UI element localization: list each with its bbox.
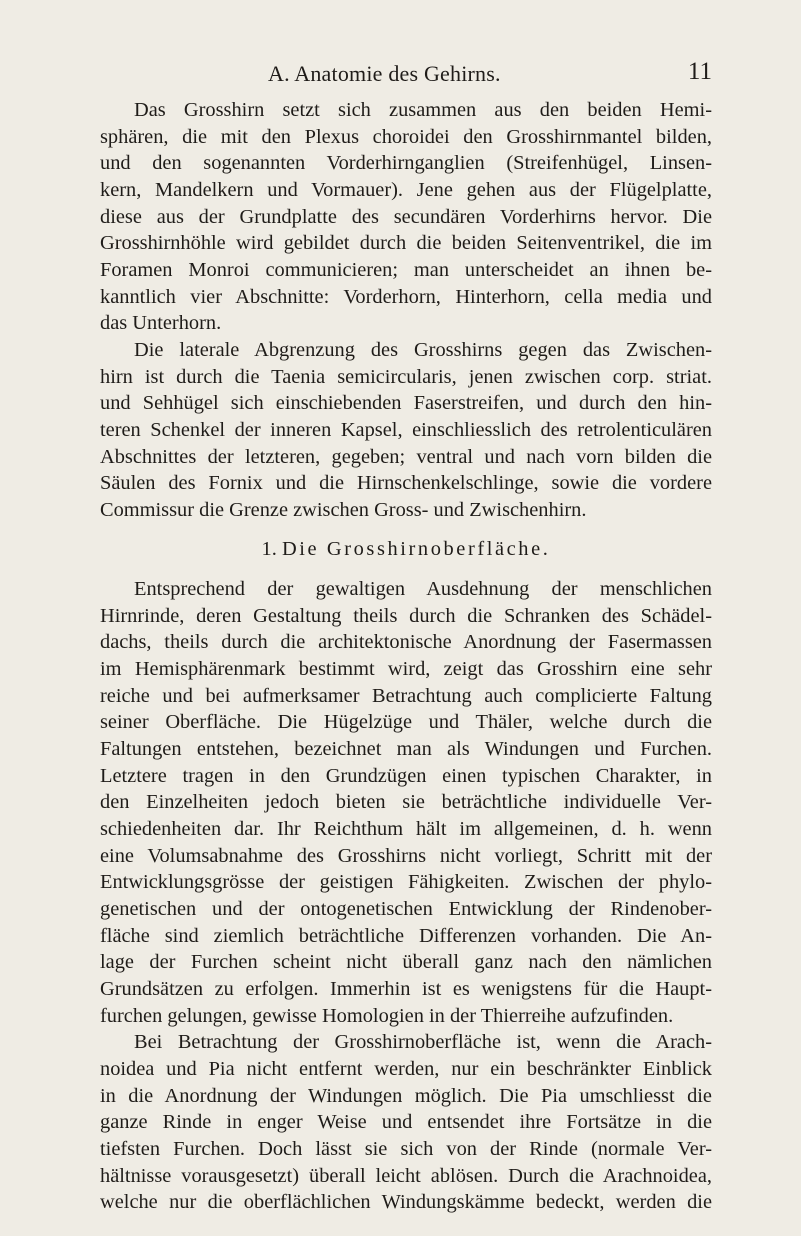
running-title: A. Anatomie des Gehirns.: [268, 61, 501, 86]
paragraph-4: [100, 1029, 712, 1216]
text-line: noidea und Pia nicht entfernt werden, nur ein beschränkter Einblick: [100, 1057, 712, 1080]
text-line: Grundsätzen zu erfolgen. Immerhin ist es wenigstens für die Haupt-: [100, 978, 712, 1000]
text-line: Das Grosshirn setzt sich zusammen aus den beiden Hemi-: [134, 99, 712, 121]
text-line: Abschnittes der letzteren, gegeben; ventral und nach vorn bilden die: [100, 445, 712, 468]
text-line: hältnisse vorausgesetzt) überall leicht ablösen. Durch die Arachnoidea,: [100, 1164, 712, 1187]
text-line: und Sehhügel sich einschiebenden Faserstreifen, und durch den hin-: [100, 392, 712, 415]
text-line: im Hemisphärenmark bestimmt wird, zeigt das Grosshirn eine sehr: [100, 658, 712, 681]
page-number: 11: [687, 58, 712, 85]
text-line: eine Volumsabnahme des Grosshirns nicht vorliegt, Schritt mit der: [100, 844, 712, 867]
text-line: Säulen des Fornix und die Hirnschenkelschlinge, sowie die vordere: [100, 472, 712, 495]
text-line: Faltungen entstehen, bezeichnet man als Windungen und Furchen.: [100, 738, 712, 761]
text-line: Entwicklungsgrösse der geistigen Fähigkeiten. Zwischen der phylo-: [100, 871, 712, 894]
paragraph-3: [100, 576, 712, 1029]
section-title: Die Grosshirnoberfläche.: [281, 537, 551, 560]
paragraph-2: [100, 337, 712, 524]
text-line: Entsprechend der gewaltigen Ausdehnung der menschlichen: [134, 578, 712, 601]
text-line: seiner Oberfläche. Die Hügelzüge und Thäler, welche durch die: [100, 711, 712, 734]
text-line: teren Schenkel der inneren Kapsel, einschliesslich des retrolenticulären: [100, 418, 712, 441]
text-line: tiefsten Furchen. Doch lässt sie sich von der Rinde (normale Ver-: [100, 1137, 712, 1160]
text-line: den Einzelheiten jedoch bieten sie beträchtliche individuelle Ver-: [100, 791, 712, 814]
paragraph-1: [100, 97, 712, 337]
text-line: genetischen und der ontogenetischen Entwicklung der Rindenober-: [100, 898, 712, 921]
text-line: in die Anordnung der Windungen möglich. Die Pia umschliesst die: [100, 1084, 712, 1107]
text-line: diese aus der Grundplatte des secundären Vorderhirns hervor. Die: [100, 205, 712, 228]
text-line: kern, Mandelkern und Vormauer). Jene gehen aus der Flügelplatte,: [100, 178, 712, 201]
text-line: dachs, theils durch die architektonische Anordnung der Fasermassen: [100, 631, 712, 654]
text-line: Grosshirnhöhle wird gebildet durch die beiden Seitenventrikel, die im: [100, 232, 712, 255]
section-number: 1.: [261, 537, 277, 560]
text-line: hirn ist durch die Taenia semicircularis, jenen zwischen corp. striat.: [100, 365, 712, 388]
text-line: reiche und bei aufmerksamer Betrachtung auch complicierte Faltung: [100, 684, 712, 707]
text-line: und den sogenannten Vorderhirnganglien (Streifenhügel, Linsen-: [100, 152, 712, 175]
text-line: Die laterale Abgrenzung des Grosshirns gegen das Zwischen-: [134, 338, 712, 361]
text-line: lage der Furchen scheint nicht überall ganz nach den nämlichen: [100, 951, 712, 974]
page-header: [100, 58, 712, 94]
text-line: furchen gelungen, gewisse Homologien in der Thierreihe aufzufinden.: [100, 1004, 674, 1027]
text-line: Hirnrinde, deren Gestaltung theils durch die Schranken des Schädel-: [100, 604, 712, 627]
section-heading: [100, 536, 712, 563]
text-line: ganze Rinde in enger Weise und entsendet ihre Fortsätze in die: [100, 1111, 712, 1134]
text-line: Foramen Monroi communicieren; man unterscheidet an ihnen be-: [100, 258, 712, 281]
text-line: Bei Betrachtung der Grosshirnoberfläche ist, wenn die Arach-: [134, 1031, 712, 1054]
text-line: sphären, die mit den Plexus choroidei den Grosshirnmantel bilden,: [100, 125, 712, 148]
text-line: fläche sind ziemlich beträchtliche Differenzen vorhanden. Die An-: [100, 924, 712, 947]
text-line: Letztere tragen in den Grundzügen einen typischen Charakter, in: [100, 764, 712, 787]
text-line: schiedenheiten dar. Ihr Reichthum hält im allgemeinen, d. h. wenn: [100, 818, 712, 841]
body-text: [100, 97, 712, 1216]
text-line: Commissur die Grenze zwischen Gross- und Zwischenhirn.: [100, 498, 587, 521]
text-line: welche nur die oberflächlichen Windungskämme bedeckt, werden die: [100, 1191, 712, 1214]
text-line: das Unterhorn.: [100, 312, 222, 335]
text-line: kanntlich vier Abschnitte: Vorderhorn, Hinterhorn, cella media und: [100, 285, 712, 308]
